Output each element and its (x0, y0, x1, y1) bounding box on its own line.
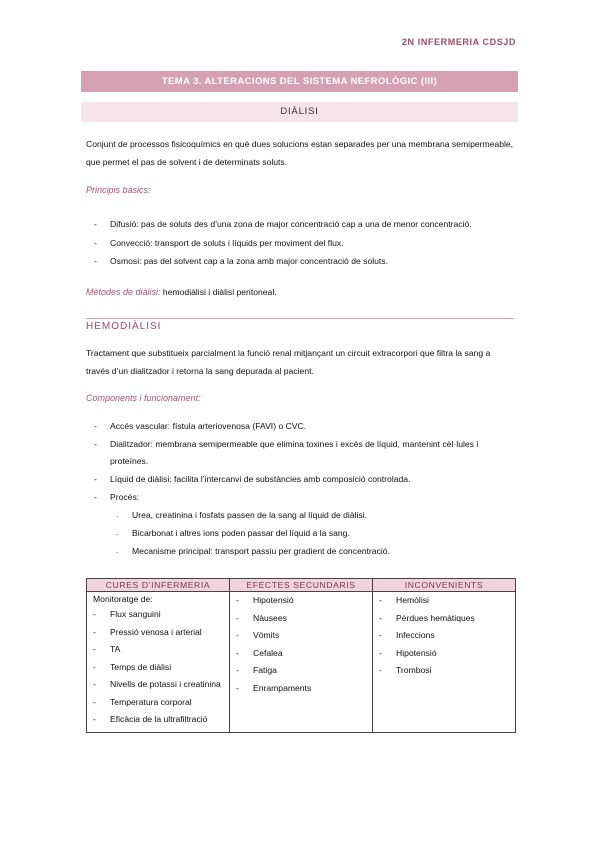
component-1: Accés vascular: fístula arteriovenosa (FAVI) o CVC. (110, 421, 307, 431)
section-divider (86, 318, 514, 319)
list-item: - Temperatura corporal (93, 696, 192, 707)
list-item: - Nàusees (236, 612, 287, 623)
cures-item-text: TA (110, 644, 121, 654)
hemo-line-1: Tractament que substitueix parcialment la funció renal mitjançant un circuit extracorpori que filtra la sang a (86, 348, 491, 358)
efectes-list (230, 592, 372, 697)
efectes-item-text: Enrampaments (253, 682, 312, 693)
inconvenients-cell (373, 592, 516, 733)
cures-item-text: Flux sanguini (110, 609, 161, 619)
metodes-line (86, 283, 277, 301)
summary-table (86, 578, 516, 733)
hemodialisi-heading: HEMODIÀLISI (86, 321, 162, 332)
table-header-cures: CURES D’INFERMERIA (87, 579, 230, 592)
proces-3: Mecanisme principal: transport passiu per gradient de concentració. (132, 546, 390, 556)
cures-item-text: Temps de diàlisi (110, 661, 172, 672)
hemo-line-2: través d’un dialitzador i retorna la sang depurada al pacient. (86, 366, 314, 376)
cures-intro: Monitoratge de: (93, 594, 153, 604)
list-item: - Hipotensió (379, 647, 437, 658)
cures-item-text: Eficàcia de la ultrafiltració (110, 714, 208, 724)
components-heading: Components i funcionament: (86, 393, 201, 403)
cures-item-text: Temperatura corporal (110, 696, 192, 707)
list-item: - Hipotensió (236, 595, 294, 605)
list-item: - Convecció: transport de soluts i líquids per moviment del flux. (94, 238, 344, 248)
list-item: . Bicarbonat i altres ions poden passar del líquid a la sang. (116, 528, 350, 538)
component-3: Líquid de diàlisi: facilita l’intercanvi de substàncies amb composició controlada. (110, 474, 411, 484)
inconvenients-item-text: Infeccions (396, 630, 435, 640)
cures-cell (87, 592, 230, 733)
list-item: - Osmosi: pas del solvent cap a la zona amb major concentració de soluts. (94, 256, 389, 266)
list-item: - Infeccions (379, 630, 435, 640)
list-item: - Difusió: pas de soluts des d’una zona de major concentració cap a una de menor concentració. (94, 219, 472, 229)
list-item: - TA (93, 644, 121, 654)
list-item: - Temps de diàlisi (93, 661, 172, 672)
principi-2: Convecció: transport de soluts i líquids per moviment del flux. (110, 238, 344, 248)
cures-item-text: Pressió venosa i arterial (110, 626, 202, 637)
list-item: - Dialitzador: membrana semipermeable que elimina toxines i excés de líquid, mantenint cèl·lules i (94, 439, 479, 449)
proces-1: Urea, creatinina i fosfats passen de la sang al líquid de diàlisi. (132, 510, 368, 520)
efectes-item-text: Cefalea (253, 647, 283, 658)
efectes-cell (230, 592, 373, 733)
component-4: Procés: (110, 492, 140, 502)
efectes-item-text: Fatiga (253, 665, 277, 675)
list-item: - Vòmits (236, 630, 280, 640)
topic-title: TEMA 3. ALTERACIONS DEL SISTEMA NEFROLÒGIC (III) (81, 71, 518, 92)
efectes-item-text: Vòmits (253, 630, 280, 640)
list-item: - Trombosi (379, 665, 432, 675)
inconvenients-item-text: Trombosi (396, 665, 432, 675)
intro-line-1: Conjunt de processos fisicoquímics en què dues solucions estan separades per una membrana semipermeable, (86, 139, 514, 149)
list-item: - Eficàcia de la ultrafiltració (93, 714, 208, 724)
metodes-label: Mètodes de diàlisi: (86, 287, 161, 297)
inconvenients-item-text: Pèrdues hemàtiques (396, 612, 475, 623)
list-item: - Pressió venosa i arterial (93, 626, 202, 637)
inconvenients-list (373, 592, 515, 680)
table-header-efectes: EFECTES SECUNDARIS (230, 579, 373, 592)
list-item: - Accés vascular: fístula arteriovenosa (FAVI) o CVC. (94, 421, 307, 431)
cures-list (87, 606, 229, 729)
principi-3: Osmosi: pas del solvent cap a la zona amb major concentració de soluts. (110, 256, 389, 266)
proces-2: Bicarbonat i altres ions poden passar del líquid a la sang. (132, 528, 350, 538)
component-2: Dialitzador: membrana semipermeable que elimina toxines i excés de líquid, mantenint cèl·lules i (110, 439, 479, 449)
list-item: - Fatiga (236, 665, 277, 675)
inconvenients-item-text: Hemòlisi (396, 595, 429, 605)
list-item: - Nivells de potassi i creatinina (93, 679, 221, 689)
inconvenients-item-text: Hipotensió (396, 647, 437, 658)
efectes-item-text: Hipotensió (253, 595, 294, 605)
section-subtitle: DIÀLISI (81, 102, 518, 122)
cures-item-text: Nivells de potassi i creatinina (110, 679, 221, 689)
intro-line-2: que permet el pas de solvent i de determinats soluts. (86, 157, 288, 167)
principi-1: Difusió: pas de soluts des d’una zona de major concentració cap a una de menor concentració. (110, 219, 472, 229)
table-header-inconvenients: INCONVENIENTS (373, 579, 516, 592)
list-item: - Líquid de diàlisi: facilita l’intercanvi de substàncies amb composició controlada. (94, 474, 411, 484)
principis-heading: Principis bàsics: (86, 185, 151, 195)
list-item: . Urea, creatinina i fosfats passen de la sang al líquid de diàlisi. (116, 510, 368, 520)
list-item: - Procés: (94, 492, 140, 502)
list-item: - Cefalea (236, 647, 283, 658)
list-item: . Mecanisme principal: transport passiu per gradient de concentració. (116, 546, 390, 556)
list-item: - Flux sanguini (93, 609, 161, 619)
efectes-item-text: Nàusees (253, 612, 287, 623)
list-item: - Hemòlisi (379, 595, 429, 605)
list-item: - Pèrdues hemàtiques (379, 612, 475, 623)
course-header: 2N INFERMERIA CDSJD (401, 37, 516, 47)
list-item: - Enrampaments (236, 682, 312, 693)
component-2-cont: proteïnes. (110, 456, 149, 466)
metodes-text: hemodiàlisi i diàlisi peritoneal. (160, 287, 277, 297)
